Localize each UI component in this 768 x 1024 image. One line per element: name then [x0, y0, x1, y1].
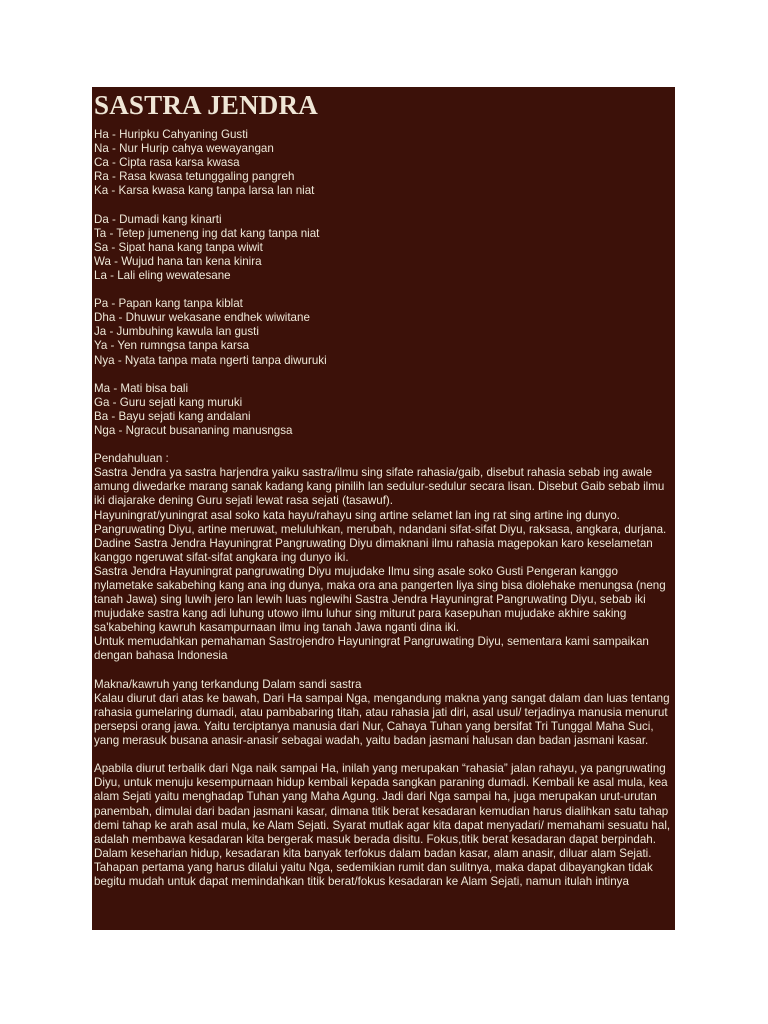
aksara-line: Ja - Jumbuhing kawula lan gusti — [94, 325, 259, 339]
aksara-line: Wa - Wujud hana tan kena kinira — [94, 254, 262, 268]
document-page — [92, 87, 675, 930]
pendahuluan-section — [94, 452, 673, 663]
spacer — [94, 748, 673, 762]
aksara-line: Nya - Nyata tanpa mata ngerti tanpa diwuruki — [94, 353, 327, 367]
aksara-line: Ta - Tetep jumeneng ing dat kang tanpa niat — [94, 226, 320, 240]
body-paragraph: Apabila diurut terbalik dari Nga naik sampai Ha, inilah yang merupakan “rahasia” jalan rahayu, ya pangruwating Diyu, untuk menuju kesempurnaan hidup kembali kepada sangkan paraning dumadi. Kembali ke asal mula, kea alam Sejati yaitu menghadap Tuhan yang Maha Agung. Jadi dari Nga sampai ha, juga merupakan urut-urutan panembah, dimulai dari badan jasmani kasar, dimana titik berat kesadaran kemudian harus dialihkan satu tahap demi tahap ke arah asal mula, ke Alam Sejati. Syarat mutlak agar kita dapat menyadari/ memahami sesuatu hal, adalah membawa kesadaran kita bergerak masuk berada disitu. Fokus,titik berat kesadaran dapat berpindah. Dalam keseharian hidup, kesadaran kita banyak terfokus dalam badan kasar, alam anasir, diluar alam Sejati. Tahapan pertama yang harus dilalui yaitu Nga, sedemikian rumit dan sulitnya, maka dapat dibayangkan tidak begitu mudah untuk dapat memindahkan titik berat/fokus kesadaran ke Alam Sejati, namun itulah intinya — [94, 762, 671, 888]
aksara-line: Dha - Dhuwur wekasane endhek wiwitane — [94, 311, 310, 325]
apabila-section — [94, 762, 673, 889]
aksara-line: Sa - Sipat hana kang tanpa wiwit — [94, 240, 263, 254]
aksara-line: Ma - Mati bisa bali — [94, 381, 189, 395]
body-paragraph: Kalau diurut dari atas ke bawah, Dari Ha sampai Nga, mengandung makna yang sangat dalam dan luas tentang rahasia gumelaring dumadi, atau pambabaring titah, atau rahasia jati diri, asal usul/ terjadinya manusia menurut persepsi orang jawa. Yaitu terciptanya manusia dari Nur, Cahaya Tuhan yang bersifat Tri Tunggal Maha Suci, yang merasuk busana anasir-anasir sebagai wadah, yaitu badan jasmani halusan dan badan jasmani kasar. — [94, 691, 670, 748]
body-paragraph: Sastra Jendra ya sastra harjendra yaiku sastra/ilmu sing sifate rahasia/gaib, disebut rahasia sebab ing awale amung diwedarke marang sanak kadang kang pinilih lan sedulur-sedulur secara lisan. Disebut Gaib sebab ilmu iki diajarake dening Guru sejati lewat rasa sejati (tasawuf). — [94, 466, 665, 508]
aksara-stanza-4 — [94, 382, 673, 438]
body-paragraph: Sastra Jendra Hayuningrat pangruwating Diyu mujudake Ilmu sing asale soko Gusti Pengeran kanggo nylametake sakabehing kang ana ing dunya, maka ora ana pangerten liya sing bisa diolehake menungsa (neng tanah Jawa) sing luwih jero lan lewih luas nglewihi Sastra Jendra Hayuningrat Pangruwating Diyu, sebab iki mujudake sastra kang adi luhung utowo ilmu luhur sing miturut para kasepuhan mujudake akhire saking sa'kabehing kawruh kasampurnaan ilmu ing tanah Jawa nganti dina iki. — [94, 564, 666, 635]
aksara-line: La - Lali eling wewatesane — [94, 268, 231, 282]
body-paragraph: Hayuningrat/yuningrat asal soko kata hayu/rahayu sing artine selamet lan ing rat sing artine ing dunyo. Pangruwating Diyu, artine meruwat, meluluhkan, merubah, ndandani sifat-sifat Diyu, raksasa, angkara, durjana. Dadine Sastra Jendra Hayuningrat Pangruwating Diyu dimaknani ilmu rahasia magepokan karo keselametan kanggo ngeruwat sifat-sifat angkara ing dunyo iki. — [94, 508, 667, 564]
aksara-line: Ra - Rasa kwasa tetunggaling pangreh — [94, 170, 295, 184]
aksara-line: Ha - Huripku Cahyaning Gusti — [94, 128, 249, 141]
spacer — [94, 438, 673, 452]
aksara-line: Ga - Guru sejati kang muruki — [94, 395, 243, 409]
spacer — [94, 283, 673, 297]
aksara-stanza-2 — [94, 213, 673, 283]
aksara-line: Da - Dumadi kang kinarti — [94, 212, 222, 226]
aksara-line: Pa - Papan kang tanpa kiblat — [94, 297, 243, 311]
aksara-line: Ya - Yen rumngsa tanpa karsa — [94, 339, 250, 353]
aksara-line: Na - Nur Hurip cahya wewayangan — [94, 142, 274, 156]
body-paragraph: Untuk memudahkan pemahaman Sastrojendro Hayuningrat Pangruwating Diyu, sementara kami sampaikan dengan bahasa Indonesia — [94, 635, 649, 663]
makna-section — [94, 678, 673, 748]
section-heading: Makna/kawruh yang terkandung Dalam sandi sastra — [94, 677, 362, 691]
spacer — [94, 664, 673, 678]
document-title: SASTRA JENDRA — [94, 90, 318, 120]
aksara-line: Ca - Cipta rasa karsa kwasa — [94, 156, 240, 170]
spacer — [94, 368, 673, 382]
aksara-line: Nga - Ngracut busananing manusngsa — [94, 423, 293, 437]
aksara-line: Ka - Karsa kwasa kang tanpa larsa lan niat — [94, 184, 315, 198]
aksara-stanza-3 — [94, 297, 673, 367]
aksara-stanza-1 — [94, 128, 673, 198]
aksara-line: Ba - Bayu sejati kang andalani — [94, 409, 251, 423]
spacer — [94, 198, 673, 212]
section-heading: Pendahuluan : — [94, 452, 169, 466]
